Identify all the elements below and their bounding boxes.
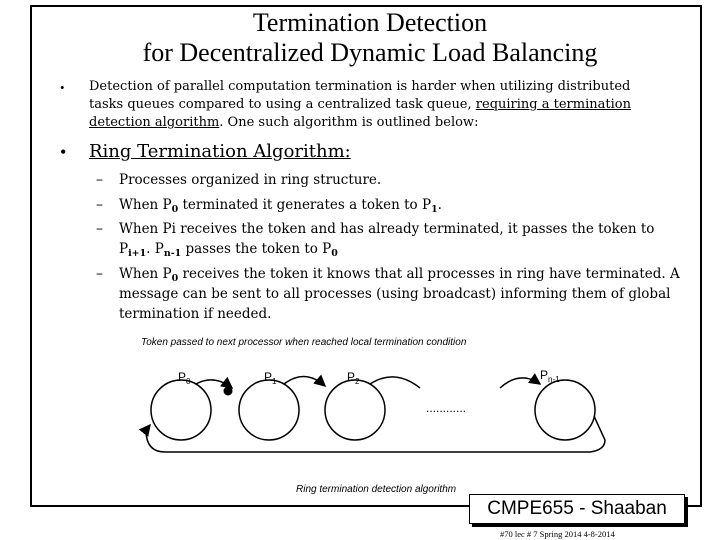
processor-p2-label: $P_2$ (347, 370, 360, 386)
sub-item-2-text-a: When P (119, 197, 172, 213)
intro-text-underlined: requiring a termination detection algorithm (89, 97, 631, 130)
title-line-1: Termination Detection (252, 8, 488, 37)
arrow-p1-p2 (284, 376, 325, 386)
processor-p1-label: $P_1$ (264, 370, 277, 386)
return-loop-arrow (146, 416, 605, 452)
processor-pn1-circle (535, 380, 595, 440)
sub-dash-4: – (96, 266, 103, 282)
sub-item-2-sub-2: 1 (431, 204, 438, 215)
intro-text-1: Detection of parallel computation termination is harder when utilizing distributed tasks queues compared to using a centralized task queue, (89, 79, 631, 112)
sub-dash-2: – (96, 197, 103, 213)
processor-p2-circle (325, 380, 385, 440)
ring-bullet: • (60, 142, 67, 162)
sub-dash-3: – (96, 221, 103, 237)
sub-item-2-text-c: . (437, 197, 442, 213)
sub-item-3-sub-2: n-1 (163, 248, 182, 259)
processor-p0-circle (151, 380, 211, 440)
title-line-2: for Decentralized Dynamic Load Balancing (142, 38, 598, 67)
ring-ellipsis: ............ (426, 401, 467, 415)
sub-item-3-text-a: When Pi receives the token and has already terminated, it passes the token to P (119, 221, 655, 257)
sub-item-3-text-c: passes the token to P (181, 241, 332, 257)
diagram-caption-top: Token passed to next processor when reached local termination condition (141, 337, 467, 348)
diagram-caption-bottom: Ring termination detection algorithm (296, 484, 457, 495)
sub-item-4-text-b: receives the token it knows that all processes in ring have terminated. A message can be sent to all processes (using broadcast) informing them of global termination if needed. (119, 266, 680, 322)
intro-text-2: . One such algorithm is outlined below: (219, 115, 479, 130)
processor-p0-label: $P_0$ (178, 370, 191, 386)
arrow-p2-out (370, 377, 420, 388)
sub-item-2-text-b: terminated it generates a token to P (178, 197, 432, 213)
processor-pn1-label: $P_{n-1}$ (540, 368, 560, 384)
sub-item-4-text-a: When P (119, 266, 172, 282)
sub-item-3-sub-3: 0 (331, 248, 338, 259)
sub-item-3-text-b: . P (146, 241, 164, 257)
sub-dash-1: – (96, 172, 103, 188)
ring-heading: Ring Termination Algorithm: (89, 141, 351, 162)
sub-item-4-sub-1: 0 (171, 273, 179, 284)
arrow-in-pn1 (500, 378, 540, 388)
course-label-box: CMPE655 - Shaaban (469, 494, 685, 524)
intro-bullet: • (60, 80, 65, 95)
processor-p1-circle (239, 380, 299, 440)
sub-item-2-sub-1: 0 (171, 204, 179, 215)
footer-info: #70 lec # 7 Spring 2014 4-8-2014 (500, 529, 615, 539)
sub-item-1-text: Processes organized in ring structure. (119, 172, 382, 188)
sub-item-3-sub-1: i+1 (128, 248, 147, 259)
